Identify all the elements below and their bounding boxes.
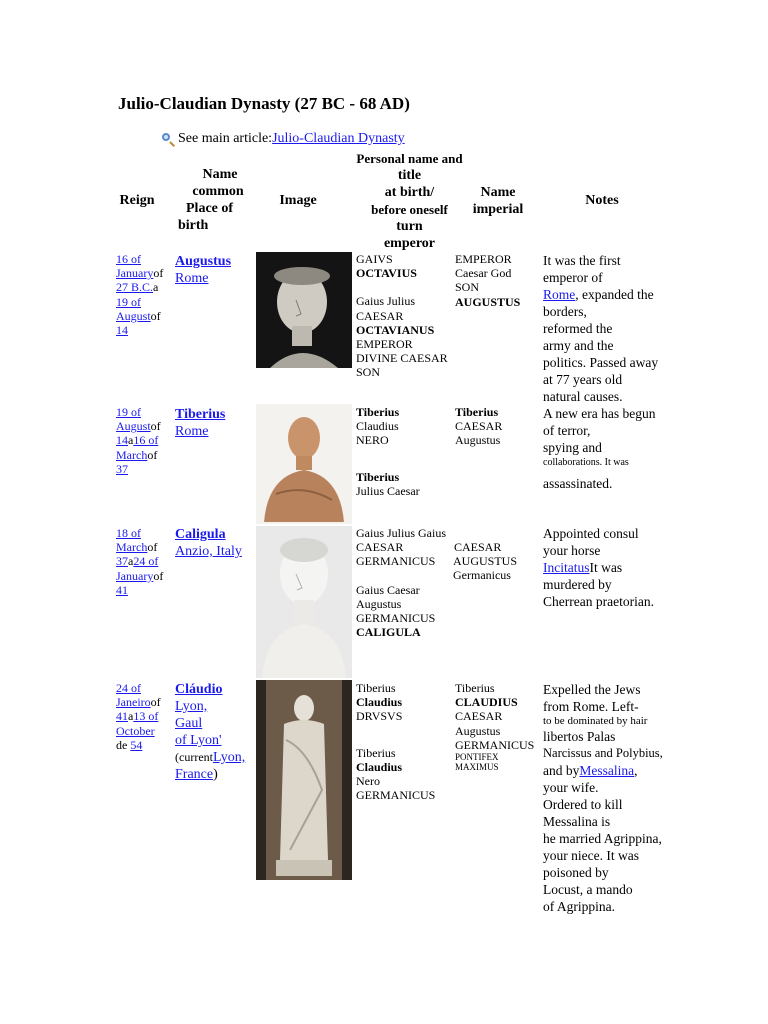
- date-link[interactable]: 14: [116, 323, 128, 338]
- date-link[interactable]: Janeiro: [116, 695, 151, 710]
- personal-cell-augustus: GAIVS OCTAVIUS Gaius Julius CAESAR OCTAVIANUS EMPEROR DIVINE CAESAR SON: [356, 252, 448, 380]
- date-link[interactable]: March: [116, 540, 148, 555]
- date-link[interactable]: March: [116, 447, 148, 462]
- date-link[interactable]: 37: [116, 461, 128, 476]
- date-link[interactable]: 19 of: [116, 405, 141, 419]
- date-link[interactable]: August: [116, 308, 151, 323]
- header-personal: Personal name and title at birth/ before oneself turn emperor: [356, 151, 463, 251]
- header-notes: Notes: [585, 193, 619, 208]
- birthplace-link[interactable]: Lyon,: [212, 750, 246, 765]
- personal-cell-claudio: Tiberius Claudius DRVSVS Tiberius Claudius Nero GERMANICUS: [356, 681, 436, 803]
- notes-cell-caligula: Appointed consul your horse IncitatusIt was murdered by Cherrean praetorian.: [543, 526, 654, 609]
- date-link[interactable]: 16 of: [116, 252, 141, 266]
- emperor-link-caligula[interactable]: Caligula: [175, 527, 226, 542]
- bust-image-caligula: [256, 526, 352, 678]
- date-link[interactable]: August: [116, 419, 151, 434]
- header-imperial: Name imperial: [472, 185, 524, 217]
- imperial-cell-claudio: Tiberius CLAUDIUS CAESAR Augustus GERMANICUS PONTIFEX MAXIMUS: [455, 681, 535, 773]
- imperial-cell-caligula: CAESAR AUGUSTUS Germanicus: [453, 540, 518, 583]
- date-link[interactable]: 14: [116, 433, 128, 448]
- birthplace-link[interactable]: Anzio, Italy: [175, 544, 242, 559]
- page-title: Julio-Claudian Dynasty (27 BC - 68 AD): [118, 94, 410, 113]
- reign-cell-claudio: 24 of Janeiroof 41a13 of October de 54: [116, 681, 161, 752]
- imperial-cell-augustus: EMPEROR Caesar God SON AUGUSTUS: [455, 252, 521, 309]
- birthplace-link[interactable]: Gaul: [175, 716, 203, 731]
- date-link[interactable]: October: [116, 723, 155, 738]
- birthplace-link[interactable]: Lyon,: [175, 699, 208, 714]
- main-article-link[interactable]: Julio-Claudian Dynasty: [272, 131, 405, 146]
- emperor-link-augustus[interactable]: Augustus: [175, 254, 232, 269]
- header-image: Image: [279, 193, 317, 208]
- date-link[interactable]: 13 of: [133, 709, 159, 724]
- header-name: Name common Place of birth: [178, 167, 244, 233]
- header-reign: Reign: [119, 193, 155, 208]
- name-cell-tiberius: [175, 406, 255, 440]
- name-cell-claudio: Cláudio Lyon, Gaul of Lyon' (currentLyon, France): [175, 682, 246, 782]
- see-main-prefix: See main article:: [178, 131, 273, 146]
- notes-link-rome[interactable]: Rome: [543, 287, 576, 302]
- date-link[interactable]: 27 B.C.: [116, 280, 154, 295]
- notes-cell-tiberius: A new era has begun of terror, spying and collaborations. It was assassinated.: [543, 406, 656, 491]
- statue-image-claudio: [256, 680, 352, 880]
- birthplace-link[interactable]: Rome: [175, 424, 209, 439]
- reign-cell-caligula: 18 of Marchof 37a24 of Januaryof 41: [116, 526, 164, 597]
- magnifier-icon: [162, 133, 175, 146]
- notes-cell-claudio: Expelled the Jews from Rome. Left- to be dominated by hair libertos Palas Narcissus and Polybius, and byMessalina, your wife. Ordered to kill Messalina is he married Agrippina, your niece. It was poisoned by Locust, a mando of Agrippina.: [543, 682, 663, 914]
- birthplace-link[interactable]: Rome: [175, 271, 209, 286]
- notes-link-incitatus[interactable]: Incitatus: [543, 560, 590, 575]
- date-link[interactable]: 41: [116, 709, 128, 724]
- reign-cell-augustus: 16 of Januaryof 27 B.C.a 19 of Augustof 14: [116, 252, 164, 338]
- reign-cell-tiberius: 19 of Augustof 14a16 of Marchof 37: [116, 405, 161, 476]
- personal-cell-caligula: Gaius Julius Gaius CAESAR GERMANICUS Gaius Caesar Augustus GERMANICUS CALIGULA: [356, 526, 446, 640]
- notes-cell-augustus: It was the first emperor of Rome, expanded the borders, reformed the army and the politics. Passed away at 77 years old natural causes.: [543, 253, 659, 404]
- date-link[interactable]: 54: [130, 737, 143, 752]
- date-link[interactable]: 18 of: [116, 526, 141, 540]
- date-link[interactable]: January: [116, 568, 154, 583]
- see-main-article: [162, 131, 433, 147]
- imperial-cell-tiberius: Tiberius CAESAR Augustus: [455, 405, 503, 448]
- name-cell-caligula: [175, 526, 255, 560]
- date-link[interactable]: 41: [116, 582, 128, 597]
- personal-cell-tiberius: Tiberius Claudius NERO Tiberius Julius Caesar: [356, 405, 420, 498]
- date-link[interactable]: 37: [116, 554, 128, 569]
- birthplace-link[interactable]: of Lyon': [175, 733, 222, 748]
- name-cell-augustus: [175, 253, 255, 287]
- bust-image-augustus: [256, 252, 352, 368]
- date-link[interactable]: January: [116, 266, 154, 281]
- date-link[interactable]: 24 of: [116, 681, 141, 695]
- date-link[interactable]: 16 of: [133, 433, 159, 448]
- notes-link-messalina[interactable]: Messalina: [579, 763, 635, 778]
- bust-image-tiberius: [256, 404, 352, 524]
- birthplace-link[interactable]: France: [175, 767, 214, 782]
- date-link[interactable]: 24 of: [133, 554, 159, 569]
- emperor-link-tiberius[interactable]: Tiberius: [175, 407, 226, 422]
- date-link[interactable]: 19 of: [116, 294, 141, 309]
- emperor-link-claudio[interactable]: Cláudio: [175, 682, 223, 697]
